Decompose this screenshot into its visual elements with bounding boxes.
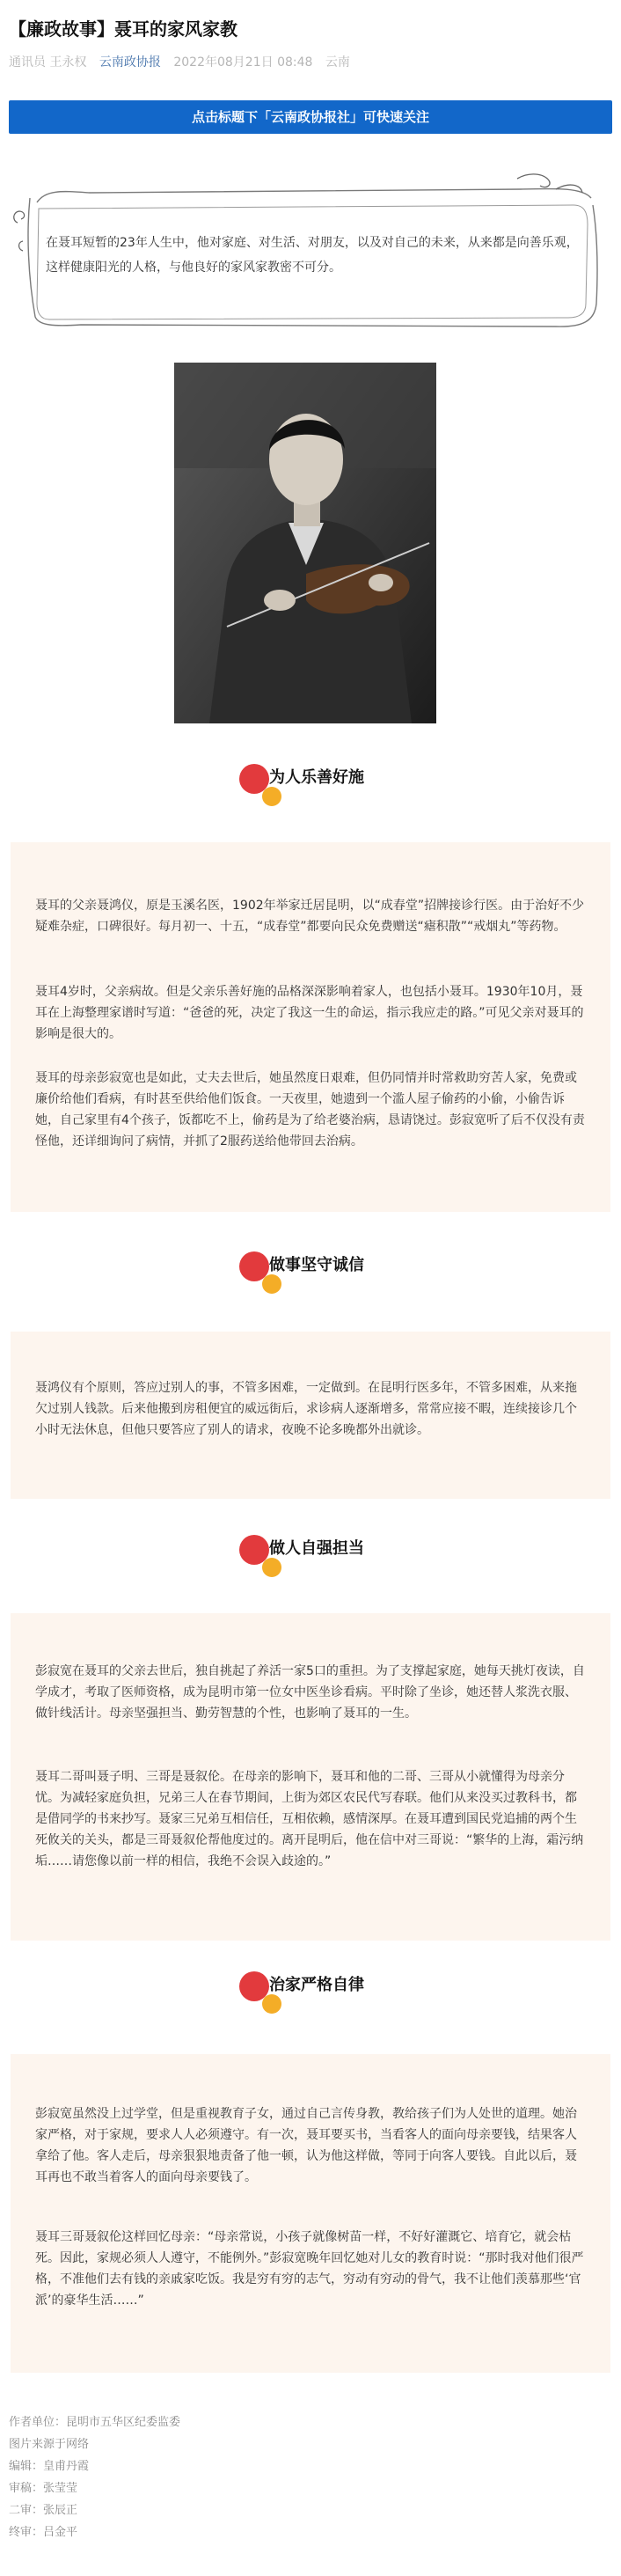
paragraph: 聂耳的父亲聂鸿仪，原是玉溪名医，1902年举家迁居昆明，以“成春堂”招牌接诊行医。由于治好不少疑难杂症，口碑很好。每月初一、十五，“成春堂”都要向民众免费赠送“瘧积散”“戒烟丸”等药物。 xyxy=(35,899,585,934)
article-author: 通讯员 王永权 xyxy=(9,55,87,70)
decorative-yellow-dot-icon xyxy=(262,1994,281,2014)
credit-line: 图片来源于网络 xyxy=(9,2438,90,2451)
decorative-yellow-dot-icon xyxy=(262,1558,281,1577)
paragraph: 聂耳的母亲彭寂宽也是如此，丈夫去世后，她虽然度日艰难，但仍同情并时常救助穷苦人家，免费或廉价给他们看病，有时甚至供给他们饭食。一天夜里，她遗到一个滥人屋子偷药的小偷，小偷告诉她，自己家里有4个孩子，饭都吃不上，偷药是为了给老婆治病，恳请饶过。彭寂宽听了后不仅没有责怪他，还详细询问了病情，并抓了2服药送给他带回去治病。 xyxy=(35,1071,585,1149)
nie-er-violin-photo xyxy=(174,363,436,723)
section-heading xyxy=(0,1244,621,1306)
article-credits xyxy=(9,2411,180,2543)
article-title: 【廉政故事】聂耳的家风家教 xyxy=(9,18,237,40)
section-heading xyxy=(0,1964,621,2026)
credit-line: 作者单位：昆明市五华区纪委监委 xyxy=(9,2416,181,2429)
section-title: 做人自强担当 xyxy=(269,1539,364,1558)
publish-location: 云南 xyxy=(325,55,350,70)
section-content-box xyxy=(11,2054,610,2373)
article-meta xyxy=(9,53,359,70)
paragraph: 聂耳二哥叫聂子明、三哥是聂叙伦。在母亲的影响下，聂耳和他的二哥、三哥从小就懂得为母亲分忧。为减轻家庭负担，兄弟三人在春节期间，上街为郊区农民代写春联。他们从来没买过教科书，都是借同学的书来抄写。聂家三兄弟互相信任，互相依赖，感情深厚。在聂耳遭到国民党追捕的两个生死攸关的关头，都是三哥聂叙伦帮他度过的。离开昆明后，他在信中对三哥说：“繁华的上海，霜污纳垢……请您像以前一样的相信，我绝不会误入歧途的。” xyxy=(35,1770,584,1868)
section-content-box xyxy=(11,1613,610,1941)
section-title: 治家严格自律 xyxy=(269,1976,364,1994)
paragraph: 彭寂宽虽然没上过学堂，但是重视教育子女，通过自己言传身教，教给孩子们为人处世的道理。她治家严格，对于家规，要求人人必须遵守。有一次，聂耳要买书，当看客人的面向母亲要钱，结果客人拿给了他。客人走后，母亲狠狠地责备了他一顿，认为他这样做，等同于向客人要钱。自此以后，聂耳再也不敢当着客人的面向母亲要钱了。 xyxy=(35,2107,577,2184)
credit-line: 编辑：皇甫丹霞 xyxy=(9,2460,90,2473)
account-link[interactable]: 云南政协报 xyxy=(99,55,161,70)
intro-paragraph: 在聂耳短暂的23年人生中，他对家庭、对生活、对朋友，以及对自己的未来，从来都是向善乐观，这样健康阳光的人格，与他良好的家风家教密不可分。 xyxy=(46,236,579,275)
paragraph: 聂耳三哥聂叙伦这样回忆母亲：“母亲常说，小孩子就像树苗一样，不好好灌溉它、培育它，就会枯死。因此，家规必须人人遵守，不能例外。”彭寂宽晚年回忆她对儿女的教育时说：“那时我对他们很严格，不准他们去有钱的亲戚家吃饭。我是穷有穷的志气，穷动有穷动的骨气，我不让他们羡慕那些‘官派’的豪华生活……” xyxy=(35,2230,584,2308)
section-content-box xyxy=(11,842,610,1212)
credit-line: 审稿：张莹莹 xyxy=(9,2482,78,2495)
section-content-box xyxy=(11,1332,610,1499)
decorative-yellow-dot-icon xyxy=(262,1274,281,1294)
section-title: 为人乐善好施 xyxy=(269,768,364,787)
publish-datetime: 2022年08月21日 08:48 xyxy=(173,55,313,70)
paragraph: 彭寂宽在聂耳的父亲去世后，独自挑起了养活一家5口的重担。为了支撑起家庭，她每天挑灯夜读，自学成才，考取了医师资格，成为昆明市第一位女中医坐诊看病。平时除了坐诊，她还替人浆洗衣服、做针线活计。母亲坚强担当、勤劳智慧的个性，也影响了聂耳的一生。 xyxy=(35,1664,585,1721)
section-title: 做事坚守诚信 xyxy=(269,1256,364,1274)
section-heading xyxy=(0,757,621,818)
credit-line: 二审：张辰正 xyxy=(9,2504,78,2517)
credit-line: 终审：吕金平 xyxy=(9,2526,78,2539)
section-heading xyxy=(0,1528,621,1589)
paragraph: 聂耳4岁时，父亲病故。但是父亲乐善好施的品格深深影响着家人，也包括小聂耳。1930年10月，聂耳在上海整理家谱时写道：“爸爸的死，决定了我这一生的命运，指示我应走的路。”可见父亲对聂耳的影响是很大的。 xyxy=(35,985,584,1041)
decorative-yellow-dot-icon xyxy=(262,787,281,806)
paragraph: 聂鸿仪有个原则，答应过别人的事，不管多困难，一定做到。在昆明行医多年，不管多困难，从来拖欠过别人钱款。后来他搬到房租便宜的威远街后，求诊病人逐渐增多，常常应接不暇，连续接诊几个小时无法休息，但他只要答应了别人的请求，夜晚不论多晚都外出就诊。 xyxy=(35,1381,577,1437)
portrait-image-icon xyxy=(174,363,436,723)
follow-banner[interactable]: 点击标题下「云南政协报社」可快速关注 xyxy=(9,100,612,134)
